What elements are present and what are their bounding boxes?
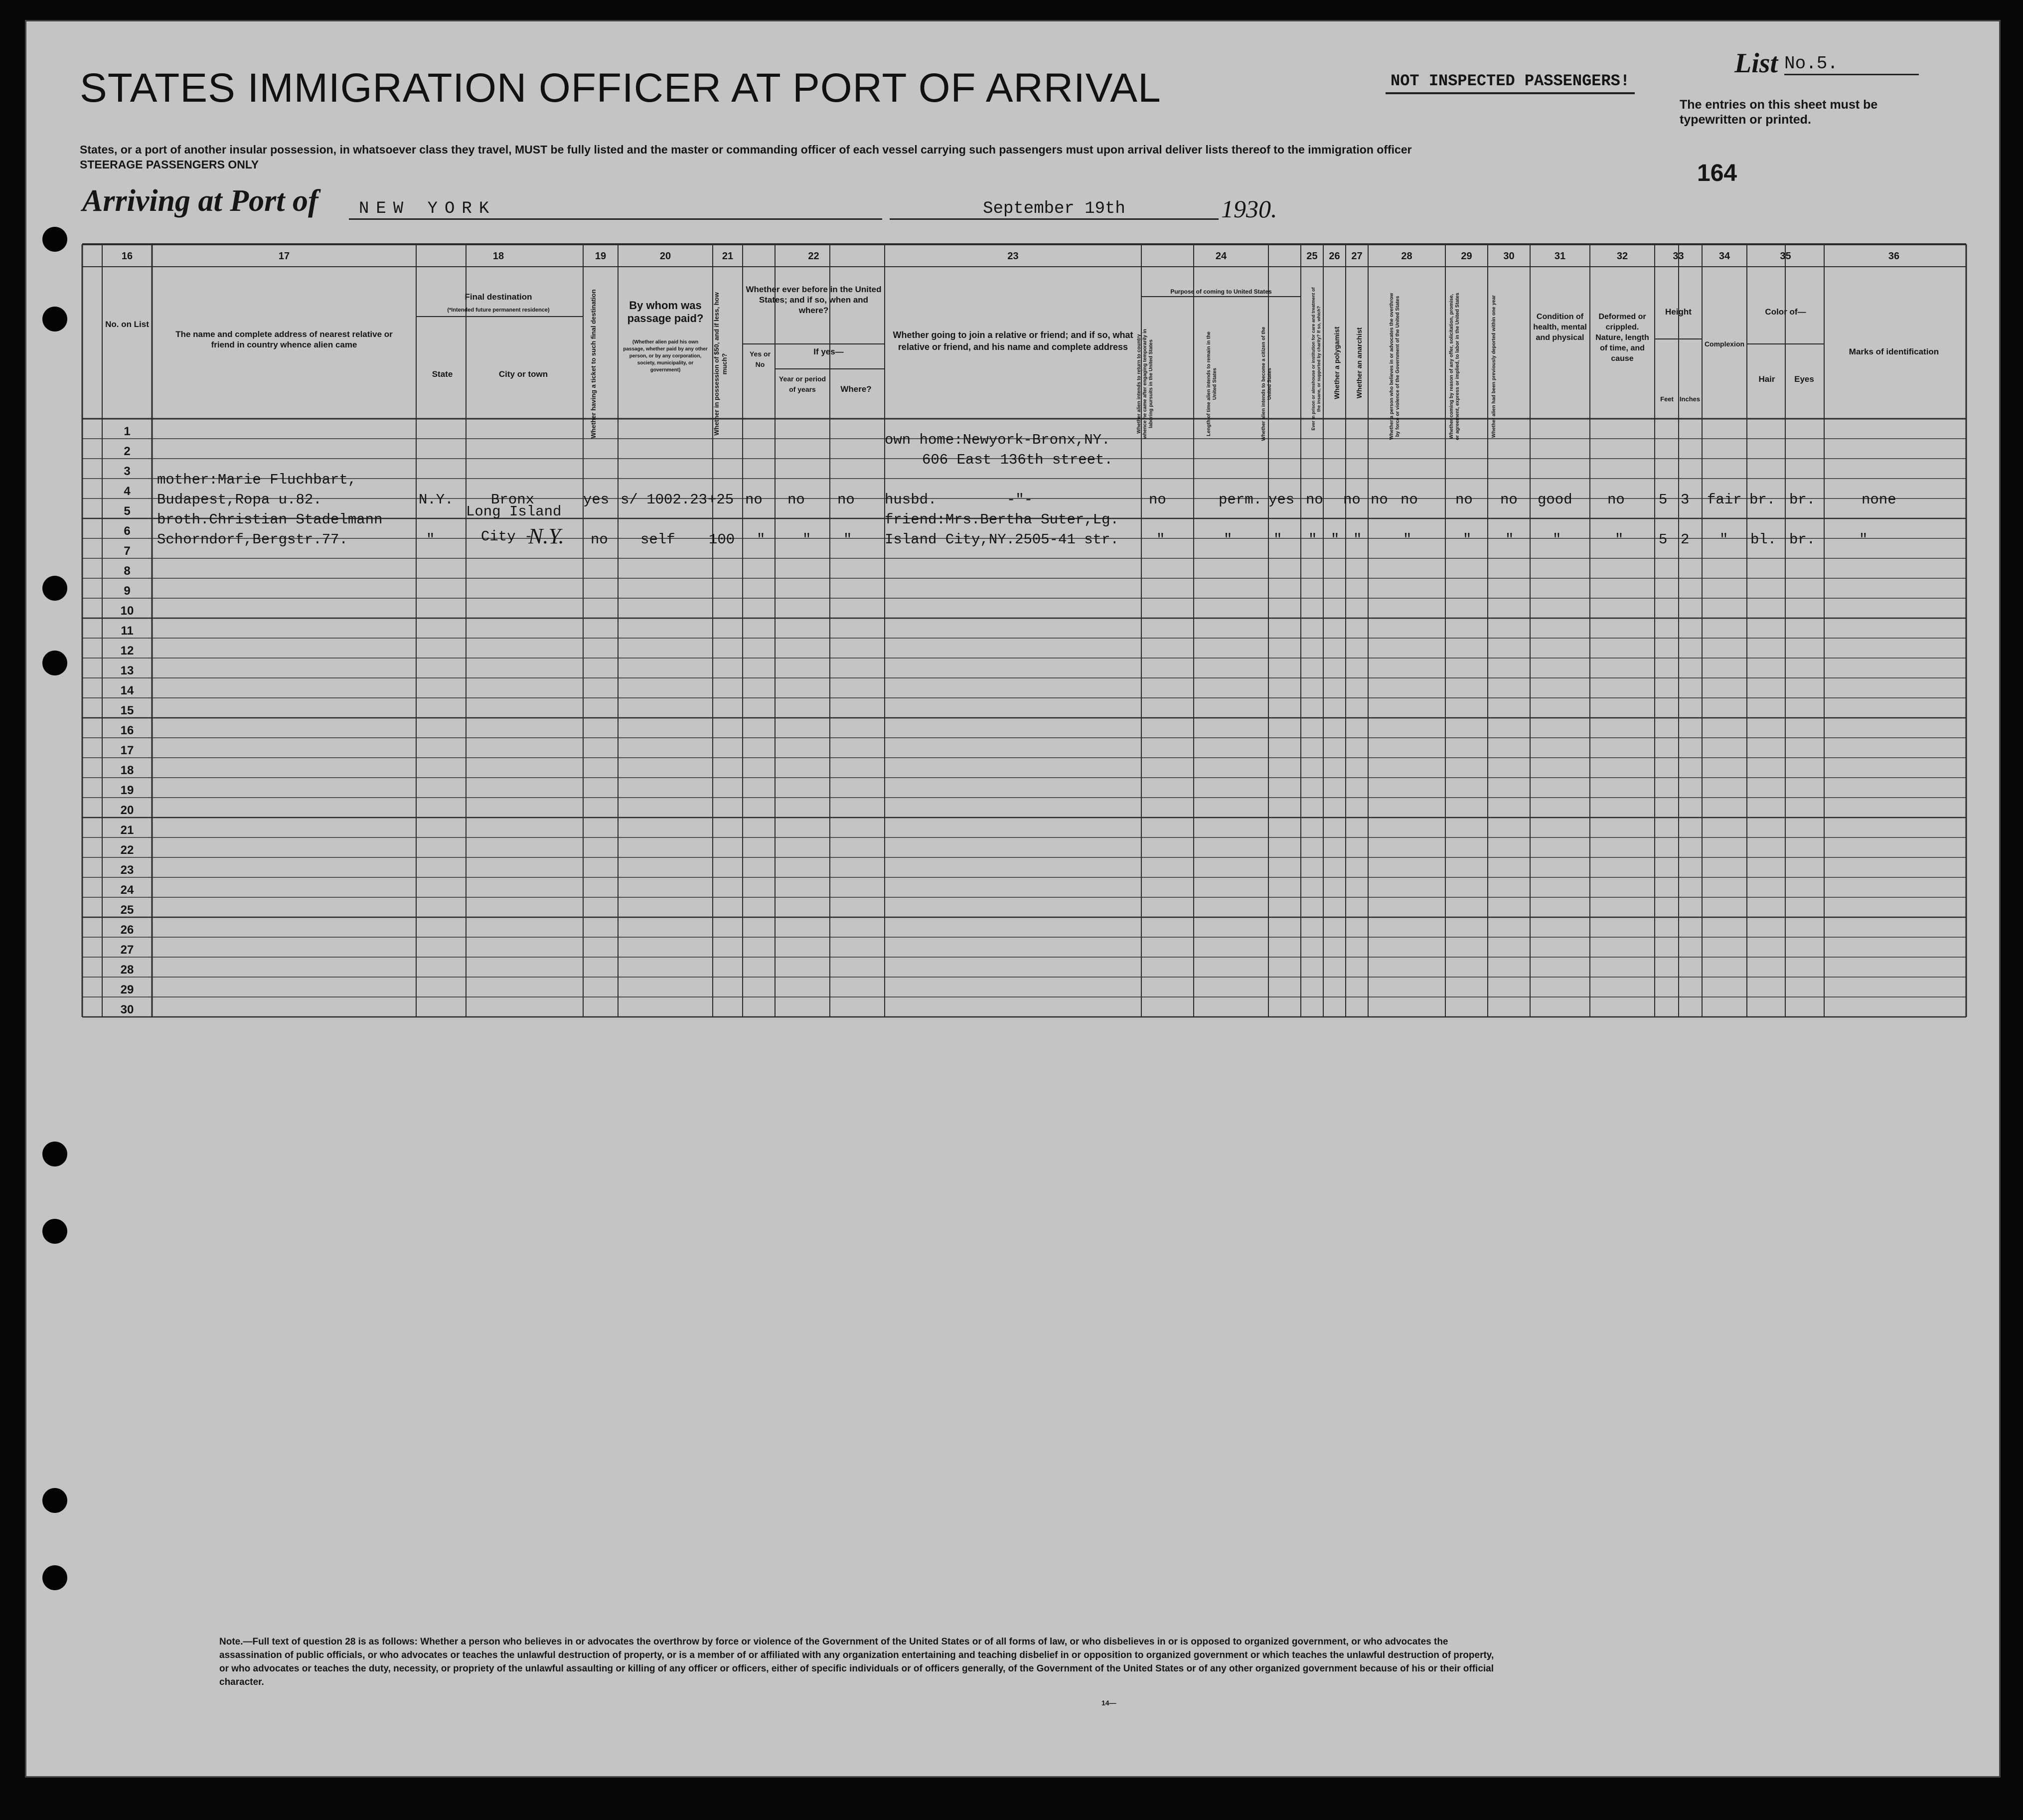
row3-state: "	[426, 531, 435, 548]
row2-health: good	[1538, 492, 1572, 508]
col-number: 32	[1616, 251, 1628, 262]
row-number: 27	[120, 943, 134, 957]
row-number: 7	[124, 544, 131, 558]
header-complexion: Complexion	[1704, 340, 1745, 348]
row3-ditto: "	[1308, 531, 1317, 548]
header-deported: Whether alien had been previously deported within one year	[1491, 295, 1497, 438]
row-number: 29	[120, 983, 134, 996]
row3-ditto: "	[1463, 531, 1472, 548]
header-inches: Inches	[1679, 395, 1701, 403]
row-number: 22	[120, 843, 134, 857]
row2-where: no	[837, 492, 855, 508]
header-if-yes: If yes—	[813, 347, 844, 356]
row2-passage-paid: s/ 1002.23	[621, 492, 708, 508]
row-number: 4	[124, 485, 131, 498]
row2-complexion: fair	[1707, 492, 1742, 508]
form-number: 14—	[1101, 1699, 1116, 1707]
row-number: 1	[124, 425, 131, 438]
row-number: 21	[120, 824, 134, 837]
sheet-number: 164	[1697, 160, 1737, 186]
binder-hole	[42, 227, 67, 252]
row3-ditto: "	[1353, 531, 1362, 548]
col-number: 22	[808, 251, 819, 262]
header-year-period: Year or period of years	[778, 375, 826, 393]
col-number: 29	[1461, 251, 1472, 262]
row2-feet: 5	[1659, 492, 1668, 508]
row3-ditto: "	[802, 531, 811, 548]
header-marks: Marks of identification	[1849, 347, 1939, 356]
row-number: 18	[120, 764, 134, 777]
row3-ditto: "	[843, 531, 852, 548]
row3-city-handwritten: N.Y.	[528, 524, 564, 548]
header-ticket: Whether having a ticket to such final destination	[590, 289, 597, 439]
row3-ditto: "	[1859, 531, 1868, 548]
row-number: 2	[124, 445, 131, 458]
row3-feet: 5	[1659, 531, 1668, 548]
row1-relative: mother:Marie Fluchbart,	[157, 472, 357, 488]
row3-join-relative: friend:Mrs.Bertha Suter,Lg.	[885, 511, 1119, 528]
col-number: 20	[659, 251, 671, 262]
typewritten-note: The entries on this sheet must be typewritten or printed.	[1680, 98, 1878, 127]
header-no-on-list: No. on List	[105, 320, 149, 329]
header-eyes: Eyes	[1794, 374, 1814, 384]
binder-hole	[42, 576, 67, 601]
col-number: 21	[722, 251, 734, 262]
row-number: 12	[120, 644, 134, 658]
row-number: 16	[120, 724, 134, 737]
instruction-line-1: States, or a port of another insular possession, in whatsoever class they travel, MUST be fully listed and the master or commanding officer of each vessel carrying such passengers must upon arrival deliver lists thereof to the immigration officer	[80, 143, 1412, 156]
header-money: Whether in possession of $50, and if less, how much?	[713, 292, 728, 436]
header-passage-note: (Whether alien paid his own passage, whether paid by any other person, or by any corporation, society, municipality, or government)	[623, 339, 708, 373]
list-number: No.5.	[1784, 53, 1919, 75]
col-number: 36	[1888, 251, 1900, 262]
header-prison: Ever in prison or almshouse or institution for care and treatment of the insane, or supported by charity? If so, which?	[1311, 287, 1321, 431]
header-color-of: Color of—	[1765, 307, 1806, 317]
binder-hole	[42, 1488, 67, 1513]
col-number: 19	[595, 251, 607, 262]
header-feet: Feet	[1660, 395, 1674, 403]
row2-ever-before: no	[745, 492, 763, 508]
row-number: 26	[120, 923, 134, 937]
row3-ditto: "	[1615, 531, 1624, 548]
row3-relative-2: Schorndorf,Bergstr.77.	[157, 531, 348, 548]
binder-hole	[42, 1219, 67, 1244]
row3-eyes: br.	[1789, 531, 1816, 548]
header-final-destination-note: (*Intended future permanent residence)	[447, 307, 550, 313]
row2-money: +25	[708, 492, 734, 508]
row2-prison: no	[1306, 492, 1323, 508]
row2-state: N.Y.	[419, 492, 454, 508]
col-number: 24	[1215, 251, 1227, 262]
col-number: 27	[1351, 251, 1363, 262]
row-number: 19	[120, 784, 134, 797]
header-purpose-b: Length of time alien intends to remain in the United States	[1206, 331, 1218, 437]
header-ever-before: Whether ever before in the United States; and if so, when and where?	[746, 285, 882, 315]
binder-hole	[42, 307, 67, 331]
header-anarchist: Whether an anarchist	[1355, 327, 1363, 399]
row-number: 24	[120, 883, 134, 897]
row2-year-period: no	[787, 492, 805, 508]
header-where: Where?	[840, 384, 872, 394]
row2-contract-labor: no	[1455, 492, 1473, 508]
row2-ticket: yes	[583, 492, 610, 508]
col-number: 33	[1673, 251, 1684, 262]
header-passage-paid: By whom was passage paid?	[627, 299, 704, 325]
row3-ticket: no	[591, 531, 608, 548]
arrival-year: 1930.	[1221, 195, 1277, 223]
row-number: 15	[120, 704, 134, 717]
list-label: List	[1734, 48, 1778, 79]
row3-city-2: City -	[481, 528, 533, 545]
row3-passage-paid: self	[640, 531, 675, 548]
col-number: 16	[121, 251, 133, 262]
row3-money: 100	[709, 531, 735, 548]
instruction-line-2: STEERAGE PASSENGERS ONLY	[80, 158, 259, 171]
row-number: 28	[120, 963, 134, 977]
row3-ditto: "	[757, 531, 766, 548]
row2-eyes: br.	[1789, 492, 1816, 508]
row-number: 13	[120, 664, 134, 677]
col-number: 30	[1503, 251, 1515, 262]
header-yes-or-no: Yes or No	[749, 350, 771, 368]
row-number: 25	[120, 903, 134, 917]
header-state: State	[432, 369, 453, 379]
header-purpose-c: Whether alien intends to become a citizen of the United States	[1261, 327, 1272, 441]
row2-polygamist: no	[1343, 492, 1361, 508]
row2-purpose-a: no	[1149, 492, 1166, 508]
col-number: 31	[1554, 251, 1566, 262]
row3-ditto: "	[1156, 531, 1165, 548]
not-inspected-stamp: NOT INSPECTED PASSENGERS!	[1386, 70, 1635, 94]
header-final-destination: Final destination	[465, 292, 532, 302]
header-contract-labor: Whether coming by reason of any offer, solicitation, promise, or agreement, express or implied, to labor in the United States	[1449, 293, 1460, 440]
col-number: 25	[1306, 251, 1318, 262]
row3-ditto: "	[1224, 531, 1233, 548]
row-number: 30	[120, 1003, 134, 1016]
arrival-date: September 19th	[890, 199, 1219, 220]
port-label: Arriving at Port of	[82, 184, 318, 218]
row-number: 23	[120, 863, 134, 877]
footnote: Note.—Full text of question 28 is as follows: Whether a person who believes in or advocates the overthrow by force or violence of the Government of the United States or of all forms of law, or who disbelieves in or is opposed to organized government, or who advocates the assassination of public officials, or who advocates or teaches the unlawful destruction of property, or is a member of or affiliated with any organization entertaining and teaching disbelief in or opposition to organized government or which teaches the unlawful destruction of property, or who advocates or teaches the duty, necessity, or propriety of the unlawful assaulting or killing of any officer or officers, either of specific individuals or of officers generally, of the Government of the United States or of any other organized government because of his or their official character.	[219, 1637, 1494, 1687]
col-number: 34	[1718, 251, 1730, 262]
header-relative-address: The name and complete address of nearest relative or friend in country whence alien came	[175, 330, 393, 349]
binder-hole	[42, 1142, 67, 1166]
row2-deformed: no	[1607, 492, 1625, 508]
page-title: STATES IMMIGRATION OFFICER AT PORT OF ARRIVAL	[80, 65, 1161, 111]
row2-city: Bronx	[491, 492, 535, 508]
row-number: 17	[120, 744, 134, 757]
row3-ditto: "	[1403, 531, 1412, 548]
col-number: 26	[1329, 251, 1340, 262]
row3-city: Long Island	[466, 503, 562, 520]
row3-relative: broth.Christian Stadelmann	[157, 511, 383, 528]
col-number: 23	[1007, 251, 1019, 262]
row3-ditto: "	[1719, 531, 1728, 548]
header-condition: Condition of health, mental and physical	[1533, 313, 1587, 342]
row2-purpose-c: yes	[1268, 492, 1295, 508]
row2-anarchist: no	[1371, 492, 1388, 508]
row-number: 6	[124, 524, 131, 538]
col-number: 18	[492, 251, 504, 262]
header-purpose: Purpose of coming to United States	[1170, 288, 1272, 295]
row-number: 9	[124, 584, 131, 598]
col-number: 17	[278, 251, 290, 262]
row-number: 11	[121, 624, 134, 638]
row2-marks: none	[1862, 492, 1896, 508]
row3-hair: bl.	[1750, 531, 1777, 548]
row1-join-relative: own home:Newyork-Bronx,NY.	[885, 432, 1110, 448]
col-number: 35	[1780, 251, 1791, 262]
header-height: Height	[1665, 307, 1692, 317]
row-number: 10	[120, 604, 134, 618]
binder-hole	[42, 651, 67, 675]
header-city: City or town	[498, 369, 548, 379]
row3-ditto: "	[1553, 531, 1561, 548]
row2-hair: br.	[1749, 492, 1776, 508]
header-purpose-a: Whether alien intends to return to country whence he came after engaging temporarily in laboring pursuits in the United States	[1136, 329, 1154, 439]
header-polygamist: Whether a polygamist	[1333, 327, 1341, 399]
header-join-relative: Whether going to join a relative or friend; and if so, what relative or friend, and his name and complete address	[893, 330, 1133, 352]
row-number: 3	[124, 465, 131, 478]
row2-deported: no	[1500, 492, 1518, 508]
row3-ditto: "	[1505, 531, 1514, 548]
row3-join-relative-2: Island City,NY.2505-41 str.	[885, 531, 1119, 548]
row2-relative: Budapest,Ropa u.82.	[157, 492, 322, 508]
header-hair: Hair	[1758, 374, 1775, 384]
header-question-28: Whether a person who believes in or advocates the overthrow by force or violence of the Government of the United States	[1389, 293, 1401, 440]
row3-ditto: "	[1331, 531, 1340, 548]
row2-purpose-b: perm.	[1219, 492, 1262, 508]
col-number: 28	[1401, 251, 1412, 262]
header-deformed: Deformed or crippled. Nature, length of time, and cause	[1595, 313, 1649, 363]
binder-hole	[42, 1565, 67, 1590]
row-number: 14	[120, 684, 134, 697]
row-number: 5	[124, 504, 131, 518]
row2-join-relative: husbd.	[885, 492, 937, 508]
port-value: NEW YORK	[349, 199, 882, 220]
row2-inches: 3	[1681, 492, 1690, 508]
row-number: 20	[120, 804, 134, 817]
row-number: 8	[124, 564, 131, 578]
row3-inches: 2	[1681, 531, 1690, 548]
row1-join-relative-2: 606 East 136th street.	[922, 452, 1113, 468]
row2-question-28: no	[1401, 492, 1418, 508]
row2-join-ditto: -"-	[1007, 492, 1033, 508]
row3-ditto: "	[1273, 531, 1282, 548]
